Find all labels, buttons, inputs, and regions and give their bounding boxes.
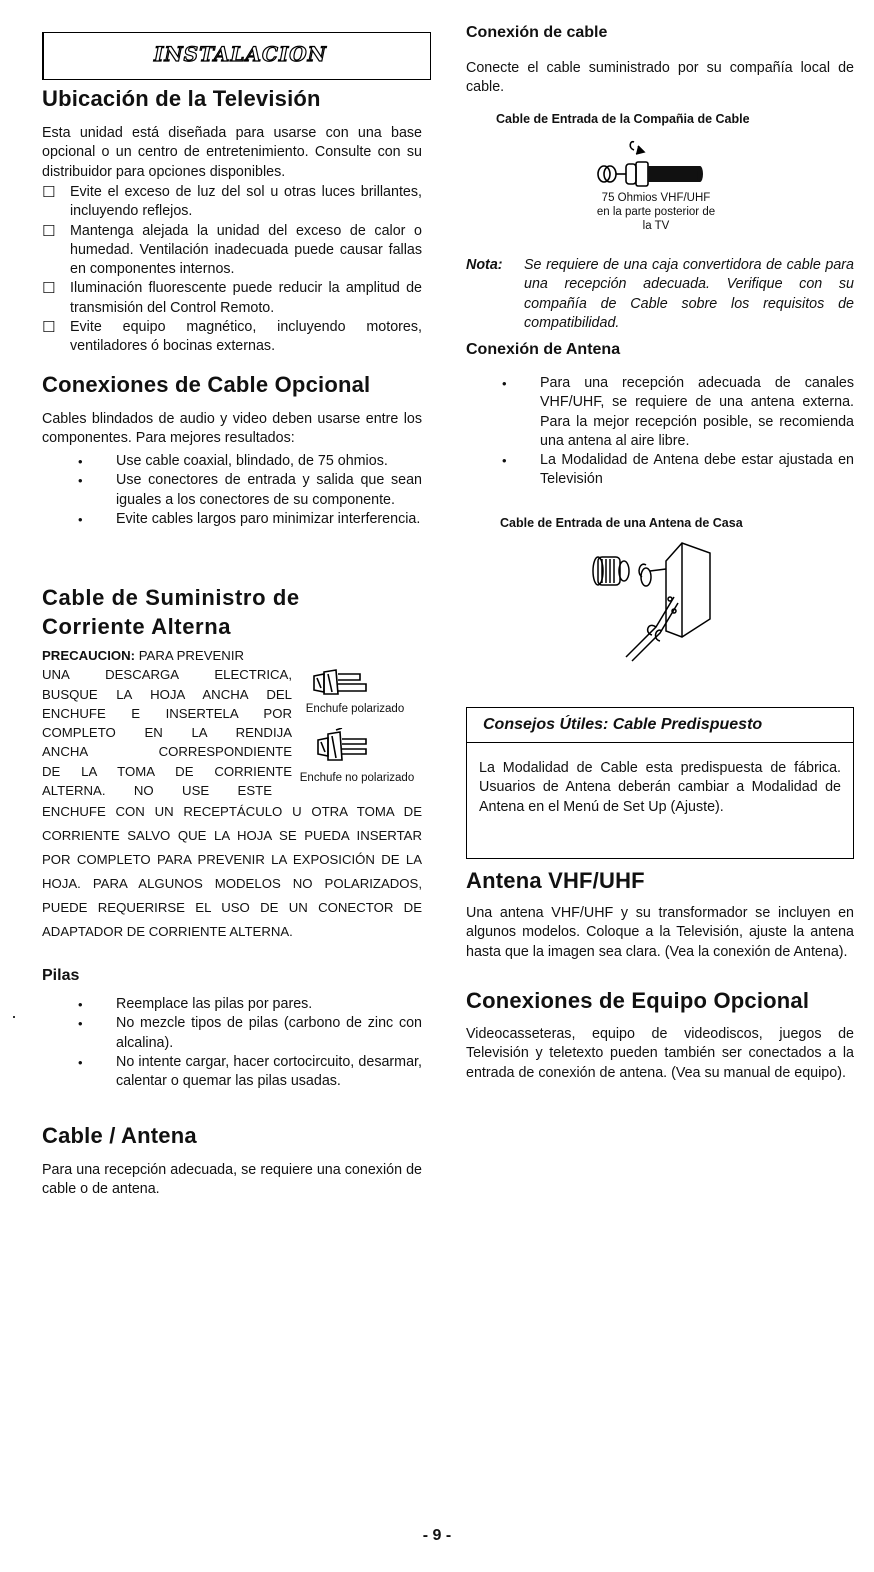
- page-number: - 9 -: [422, 1527, 452, 1544]
- tips-text: La Modalidad de Cable esta predispuesta de fábrica. Usuarios de Antena deberán cambiar a Modalidad de Antena en el Menú de Set Up (Ajuste).: [479, 760, 841, 815]
- list-item: ☐ Mantenga alejada la unidad del exceso de calor o humedad. Ventilación inadecuada puede causar fallas en componentes internos.: [42, 222, 422, 280]
- list-item: ☐ Evite el exceso de luz del sol u otras luces brillantes, incluyendo reflejos.: [42, 183, 422, 222]
- checkbox-icon: ☐: [42, 184, 56, 201]
- conexiones-cable-intro: Cables blindados de audio y video deben usarse entre los componentes. Para mejores resultados:: [42, 411, 422, 447]
- non-polarized-plug-caption: Enchufe no polarizado: [299, 772, 415, 784]
- list-item: • Use conectores de entrada y salida que sean iguales a los conectores de su componente.: [78, 472, 422, 508]
- antenna-adapter-icon: [586, 537, 726, 677]
- tips-title: Consejos Útiles: Cable Predispuesto: [467, 708, 853, 743]
- list-item: ☐ Evite equipo magnético, incluyendo motores, ventiladores ó bocinas externas.: [42, 318, 422, 357]
- list-item: • No intente cargar, hacer cortocircuito, desarmar, calentar o quemar las pilas usadas.: [78, 1053, 422, 1090]
- tips-box: [466, 707, 854, 859]
- precaucion-block: PRECAUCION: PARA PREVENIR UNA DESCARGA ELECTRICA, BUSQUE LA HOJA ANCHA DEL ENCHUFE E INSERTELA POR COMPLETO EN LA RENDIJA ANCHA CORRESPONDIENTE DE LA TOMA DE CORRIENTE ALTERNA. NO USE ESTE: [42, 648, 292, 799]
- list-item: • Para una recepción adecuada de canales VHF/UHF, se requiere de una antena externa. Para la mejor recepción posible, se recomienda una antena al aire libre.: [502, 375, 854, 449]
- ubicacion-title: Ubicación de la Televisión: [42, 86, 321, 111]
- conexiones-cable-title: Conexiones de Cable Opcional: [42, 372, 371, 397]
- non-polarized-plug-icon: [314, 728, 384, 764]
- polarized-plug-caption: Enchufe polarizado: [305, 703, 405, 715]
- list-item: • Reemplace las pilas por pares.: [78, 996, 313, 1012]
- list-item: • Evite cables largos paro minimizar interferencia.: [78, 510, 421, 527]
- coax-connector-icon: [590, 138, 710, 190]
- polarized-plug-icon: [310, 664, 380, 700]
- conexiones-cable-list: [78, 452, 422, 529]
- conexion-cable-title: Conexión de cable: [466, 24, 608, 41]
- list-item: • Use cable coaxial, blindado, de 75 ohmios.: [78, 453, 388, 469]
- banner-title: INSTALACION: [154, 42, 327, 66]
- ubicacion-intro: Esta unidad está diseñada para usarse con una base opcional o un centro de entretenimiento. Consulte con su distribuidor para opciones disponibles.: [42, 125, 422, 180]
- equipo-title: Conexiones de Equipo Opcional: [466, 988, 810, 1013]
- ubicacion-list: [42, 183, 422, 357]
- cable-figure-title: Cable de Entrada de la Compañia de Cable: [496, 112, 750, 126]
- conexion-cable-text: Conecte el cable suministrado por su compañía local de cable.: [466, 60, 854, 96]
- section-banner: [42, 32, 431, 80]
- antena-vhf-text: Una antena VHF/UHF y su transformador se incluyen en algunos modelos. Coloque a la Televisión, ajuste la antena hasta que la imagen sea clara. (Vea la conexión de Antena).: [466, 905, 854, 960]
- precaucion-rest: ENCHUFE CON UN RECEPTÁCULO U OTRA TOMA DE CORRIENTE SALVO QUE LA HOJA SE PUEDA INSERTAR POR COMPLETO PARA PREVENIR LA EXPOSICIÓN DE LA HOJA. PARA ALGUNOS MODELOS NO POLARIZADOS, PUEDE REQUERIRSE EL USO DE UN CONECTOR DE ADAPTADOR DE CORRIENTE ALTERNA.: [42, 804, 422, 939]
- equipo-text: Videocasseteras, equipo de videodiscos, juegos de Televisión y teletexto pueden también ser conectados a la entrada de conexión de antena. (Vea su manual de equipo).: [466, 1026, 854, 1081]
- conexion-antena-title: Conexión de Antena: [466, 341, 621, 358]
- suministro-title: Cable de Suministro de Corriente Alterna: [42, 585, 300, 639]
- stray-mark: [13, 1016, 15, 1018]
- list-item: • No mezcle tipos de pilas (carbono de zinc con alcalina).: [78, 1015, 422, 1051]
- antena-vhf-title: Antena VHF/UHF: [466, 868, 645, 893]
- checkbox-icon: ☐: [42, 280, 56, 298]
- nota-text: Se requiere de una caja convertidora de cable para una recepción adecuada. Verifique con su compañía de Cable sobre los requisitos de compatibilidad.: [524, 257, 854, 331]
- antena-figure-title: Cable de Entrada de una Antena de Casa: [500, 516, 743, 530]
- conexion-antena-list: [502, 374, 854, 490]
- checkbox-icon: ☐: [42, 222, 56, 240]
- pilas-list: [78, 995, 422, 1091]
- cable-antena-text: Para una recepción adecuada, se requiere una conexión de cable o de antena.: [42, 1162, 422, 1198]
- nota-block: [466, 256, 854, 333]
- checkbox-icon: ☐: [42, 319, 56, 337]
- precaucion-label: PRECAUCION:: [42, 648, 136, 663]
- cable-antena-title: Cable / Antena: [42, 1123, 197, 1148]
- cable-figure-caption: 75 Ohmios VHF/UHF en la parte posterior de la TV: [596, 192, 716, 232]
- pilas-title: Pilas: [42, 967, 80, 984]
- nota-label: Nota:: [466, 257, 503, 273]
- list-item: ☐ Iluminación fluorescente puede reducir la amplitud de transmisión del Control Remoto.: [42, 279, 422, 318]
- list-item: • La Modalidad de Antena debe estar ajustada en Televisión: [502, 452, 854, 488]
